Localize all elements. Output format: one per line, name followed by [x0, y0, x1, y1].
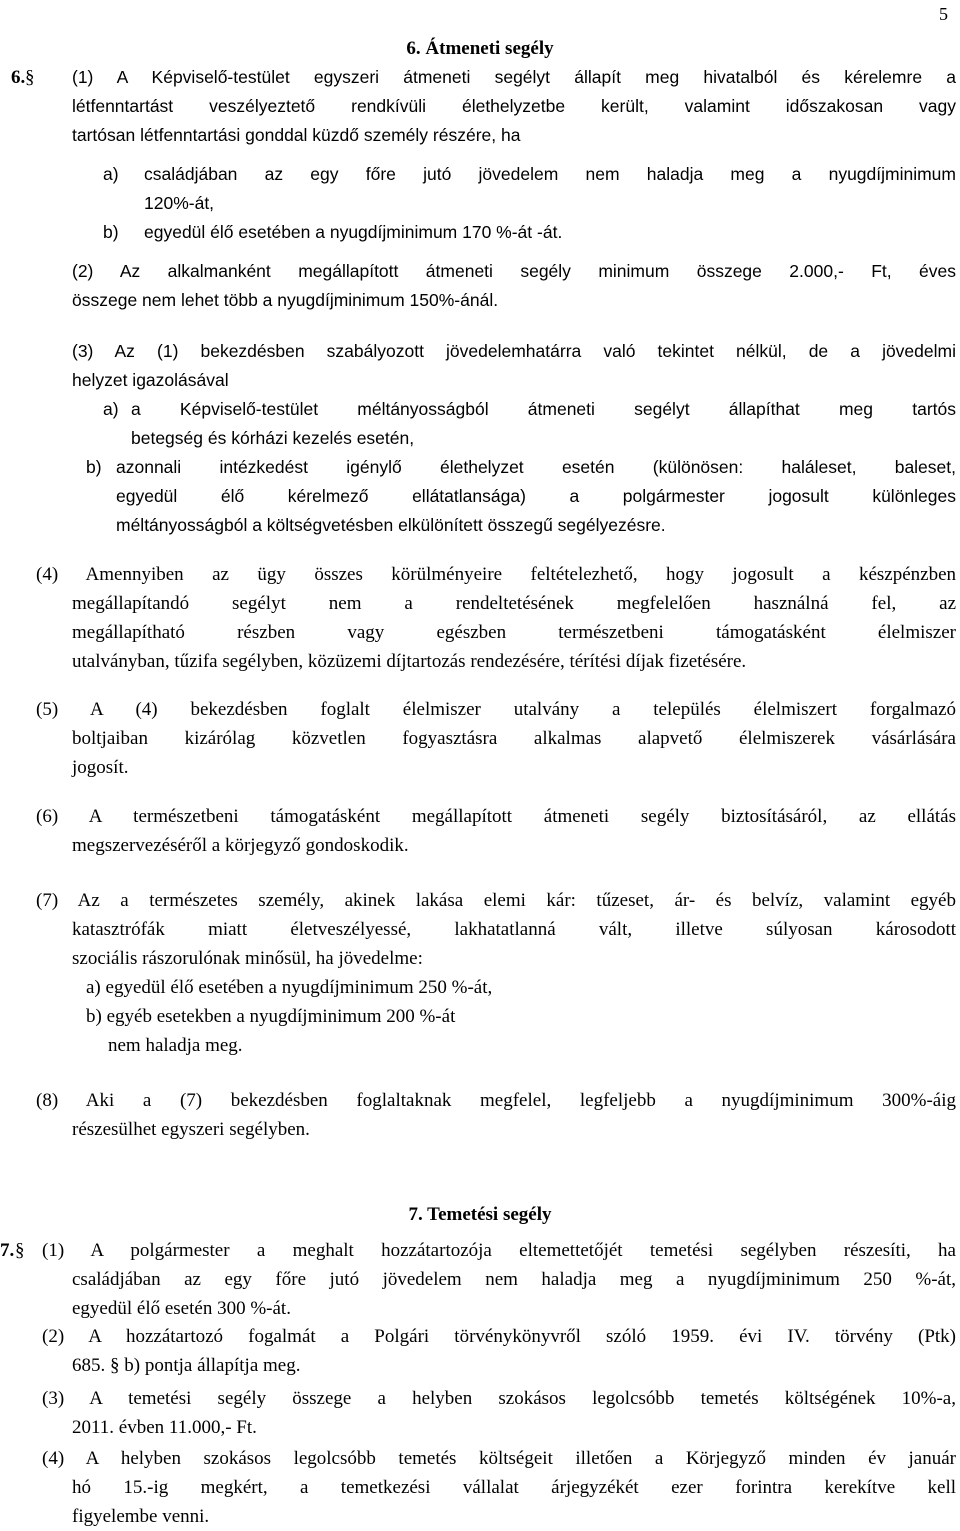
s6-p1-item-label-a: a): [103, 164, 119, 184]
s7-paragraph-1: [42, 1236, 956, 1323]
text-line: (8) Aki a (7) bekezdésben foglaltaknak megfelel, legfeljebb a nyugdíjminimum 300%-áig: [36, 1090, 956, 1111]
text-line: (1) A Képviselő-testület egyszeri átmeneti segélyt állapít meg hivatalból és kérelemre a: [72, 67, 956, 87]
section-6-title: 6. Átmeneti segély: [406, 38, 554, 59]
text-line: (6) A természetbeni támogatásként megállapított átmeneti segély biztosításáról, az ellátás: [36, 806, 956, 827]
s6-paragraph-7: [36, 886, 956, 973]
text-line: helyzet igazolásával: [72, 370, 229, 390]
text-line: tartósan létfenntartási gonddal küzdő személy részére, ha: [72, 125, 521, 145]
text-line: (7) Az a természetes személy, akinek lakása elemi kár: tűzeset, ár- és belvíz, valamint egyéb: [36, 890, 956, 911]
text-line: létfenntartást veszélyeztető rendkívüli élethelyzetbe került, valamint időszakosan vagy: [72, 96, 956, 116]
s6-paragraph-3: [72, 337, 956, 395]
section-7-title: 7. Temetési segély: [408, 1204, 552, 1225]
text-line: összege nem lehet több a nyugdíjminimum 150%-ánál.: [72, 290, 499, 310]
text-line: jogosít.: [72, 757, 129, 778]
section-sign: §: [25, 67, 35, 88]
text-line: 2011. évben 11.000,- Ft.: [72, 1417, 257, 1438]
s6-p3-item-a: [131, 395, 956, 453]
text-line: 120%-át,: [144, 193, 215, 213]
s6-p7-closing: nem haladja meg.: [108, 1035, 243, 1056]
s6-p7-item-a: a) egyedül élő esetében a nyugdíjminimum 250 %-át,: [86, 977, 493, 998]
s7-paragraph-2: [42, 1322, 956, 1380]
text-line: figyelembe venni.: [72, 1506, 210, 1527]
s6-p3-item-b: [116, 453, 956, 540]
s6-paragraph-5: [36, 695, 956, 782]
text-line: (2) Az alkalmanként megállapított átmeneti segély minimum összege 2.000,- Ft, éves: [72, 261, 956, 281]
text-line: megállapítható részben vagy egészben természetbeni támogatásként élelmiszer: [72, 622, 956, 643]
text-line: (4) A helyben szokásos legolcsóbb temetés költségeit illetően a Körjegyző minden év január: [42, 1448, 956, 1469]
text-line: megállapítandó segélyt nem a rendeltetésének megfelelően használná fel, az: [72, 593, 956, 614]
text-line: hó 15.-ig megkért, a temetkezési vállalat árjegyzékét ezer forintra kerekítve kell: [72, 1477, 956, 1498]
s6-p1-item-label-b: b): [103, 222, 119, 242]
s6-p1-item-b: [144, 218, 956, 247]
text-line: (1) A polgármester a meghalt hozzátartozója eltemettetőjét temetési segélyben részesíti, ha: [42, 1240, 956, 1261]
s6-p3-item-label-b: b): [86, 457, 102, 477]
text-line: (5) A (4) bekezdésben foglalt élelmiszer utalvány a település élelmiszert forgalmazó: [36, 699, 956, 720]
page-number: 5: [939, 4, 948, 24]
s7-paragraph-3: [42, 1384, 956, 1442]
text-line: (4) Amennyiben az ügy összes körülményeire feltételezhető, hogy jogosult a készpénzben: [36, 564, 956, 585]
s6-paragraph-2: [72, 257, 956, 315]
text-line: egyedül élő kérelmező ellátatlansága) a polgármester jogosult különleges: [116, 486, 956, 506]
s6-paragraph-4: [36, 560, 956, 676]
section-6-label: 6.: [11, 67, 26, 88]
text-line: azonnali intézkedést igénylő élethelyzet esetén (különösen: haláleset, baleset,: [116, 457, 956, 477]
s6-p3-item-label-a: a): [103, 399, 119, 419]
text-line: méltányosságból a költségvetésben elkülönített összegű segélyezésre.: [116, 515, 666, 535]
section-7-label: 7.: [0, 1240, 15, 1261]
text-line: katasztrófák miatt életveszélyessé, lakhatatlanná vált, illetve súlyosan károsodott: [72, 919, 956, 940]
text-line: boltjaiban kizárólag közvetlen fogyasztásra alkalmas alapvető élelmiszerek vásárlására: [72, 728, 956, 749]
text-line: (3) A temetési segély összege a helyben szokásos legolcsóbb temetés költségének 10%-a,: [42, 1388, 956, 1409]
s6-paragraph-1-cont: [72, 92, 956, 150]
text-line: megszervezéséről a körjegyző gondoskodik.: [72, 835, 409, 856]
s6-paragraph-8: [36, 1086, 956, 1144]
s6-p7-item-b: b) egyéb esetekben a nyugdíjminimum 200 %-át: [86, 1006, 456, 1027]
s6-paragraph-6: [36, 802, 956, 860]
text-line: részesülhet egyszeri segélyben.: [72, 1119, 310, 1140]
s6-p1-item-a: [144, 160, 956, 218]
text-line: egyedül élő esetén 300 %-át.: [72, 1298, 291, 1319]
s7-paragraph-4: [42, 1444, 956, 1531]
text-line: szociális rászorulónak minősül, ha jövedelme:: [72, 948, 423, 969]
text-line: a Képviselő-testület méltányosságból átmeneti segélyt állapíthat meg tartós: [131, 399, 956, 419]
text-line: utalványban, tűzifa segélyben, közüzemi díjtartozás rendezésére, térítési díjak fizetésére.: [72, 651, 747, 672]
s6-paragraph-1: [72, 63, 956, 92]
text-line: (2) A hozzátartozó fogalmát a Polgári törvénykönyvről szóló 1959. évi IV. törvény (Ptk): [42, 1326, 956, 1347]
section-sign: §: [15, 1240, 25, 1261]
text-line: egyedül élő esetében a nyugdíjminimum 170 %-át -át.: [144, 222, 563, 242]
text-line: családjában az egy főre jutó jövedelem nem haladja meg a nyugdíjminimum 250 %-át,: [72, 1269, 956, 1290]
text-line: családjában az egy főre jutó jövedelem nem haladja meg a nyugdíjminimum: [144, 164, 956, 184]
text-line: (3) Az (1) bekezdésben szabályozott jövedelemhatárra való tekintet nélkül, de a jövedelmi: [72, 341, 956, 361]
text-line: betegség és kórházi kezelés esetén,: [131, 428, 415, 448]
text-line: 685. § b) pontja állapítja meg.: [72, 1355, 301, 1376]
